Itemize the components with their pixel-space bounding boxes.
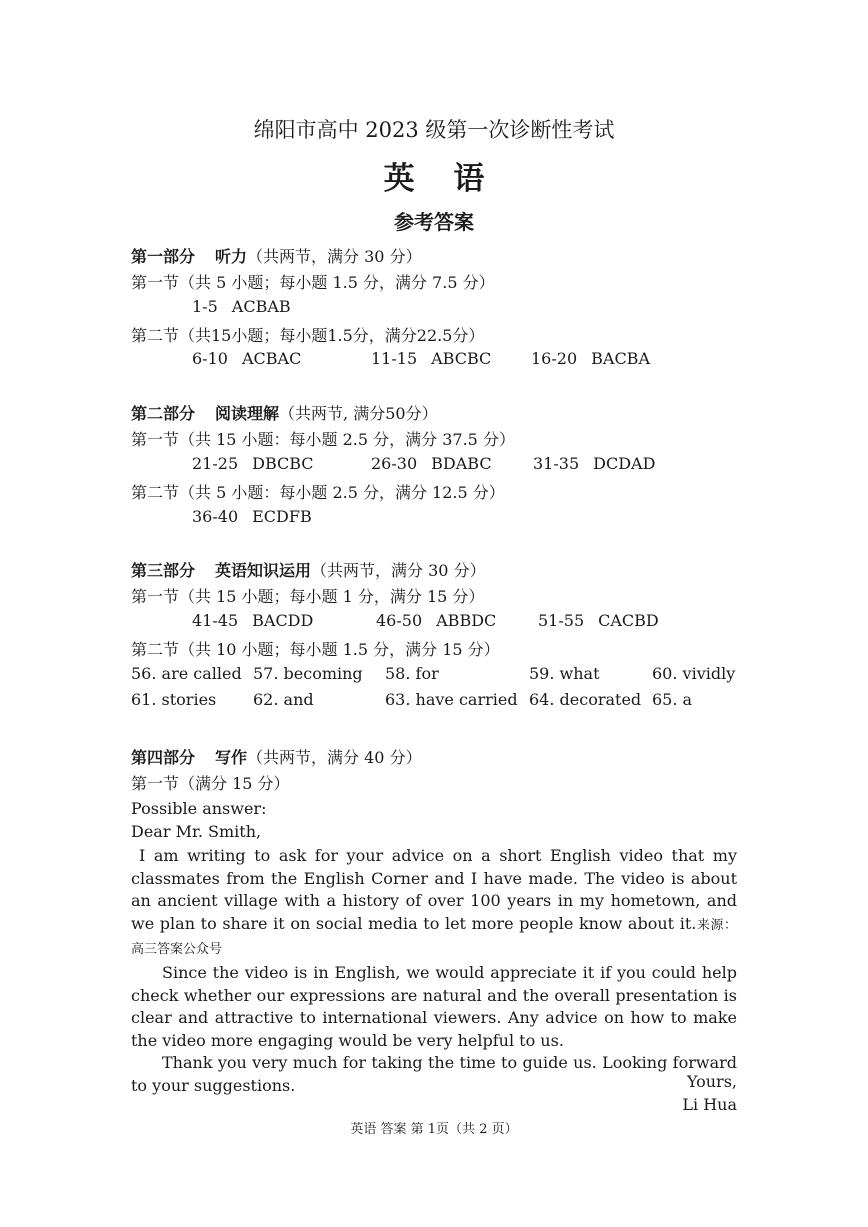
answer-letters: ABBDC xyxy=(436,611,497,630)
essay-signature: Li Hua xyxy=(682,1095,737,1114)
page-footer: 英语 答案 第 1页（共 2 页） xyxy=(350,1122,518,1137)
answer-group xyxy=(192,611,313,630)
essay-paragraph: Since the video is in English, we would appreciate it if you could help check whether our expressions are natural and the overall presentation is clear and attractive to international viewers. Any advice on how to make the video more engaging would be very helpful to us. xyxy=(131,962,737,1050)
part3-sec2-title: 第二节（共 10 小题；每小题 1.5 分，满分 15 分） xyxy=(131,640,500,659)
answer-letters: ACBAB xyxy=(231,297,291,316)
answer-letters: DBCBC xyxy=(252,454,314,473)
part1-sec2-title: 第二节（共15小题；每小题1.5分，满分22.5分） xyxy=(131,326,485,345)
answer-range: 6-10 xyxy=(192,349,228,368)
essay-body xyxy=(131,845,737,1098)
answer-range: 51-55 xyxy=(538,611,585,630)
answer-range: 41-45 xyxy=(192,611,239,630)
essay-salutation: Dear Mr. Smith, xyxy=(131,822,262,841)
answer-group xyxy=(538,611,659,630)
answer-group xyxy=(371,349,491,368)
part3-sec1-title: 第一节（共 15 小题；每小题 1 分，满分 15 分） xyxy=(131,587,485,606)
answer-group xyxy=(192,454,314,473)
part1-label: 第一部分 xyxy=(131,247,196,266)
answer-range: 1-5 xyxy=(192,297,218,316)
answer-letters: BDABC xyxy=(431,454,492,473)
fill-answer: 57. becoming xyxy=(253,664,363,683)
answer-range: 26-30 xyxy=(371,454,418,473)
fill-answer: 59. what xyxy=(529,664,600,683)
fill-answer: 56. are called xyxy=(131,664,242,683)
part2-sec2-title: 第二节（共 5 小题：每小题 2.5 分，满分 12.5 分） xyxy=(131,483,505,502)
answer-letters: ECDFB xyxy=(252,507,312,526)
answer-group xyxy=(533,454,655,473)
answer-letters: ABCBC xyxy=(431,349,492,368)
answer-group xyxy=(376,611,496,630)
essay-paragraph-text: I am writing to ask for your advice on a short English video that my classmates from the English Corner and I have made. The video is about an ancient village with a history of over 100 years in my hometown, and we plan to share it on social media to let more people know about it. xyxy=(131,846,737,933)
answer-group xyxy=(192,349,301,368)
part4-name: 写作 xyxy=(215,748,248,767)
part3-note: （共两节，满分 30 分） xyxy=(311,561,486,580)
part1-name: 听力 xyxy=(215,247,248,266)
part2-note: （共两节, 满分50分） xyxy=(279,404,438,423)
answer-group xyxy=(192,507,312,526)
part1-note: （共两节，满分 30 分） xyxy=(247,247,422,266)
essay-paragraph: Thank you very much for taking the time to guide us. Looking forward to your suggestions. xyxy=(131,1053,737,1095)
part1-sec1-title: 第一节（共 5 小题；每小题 1.5 分，满分 7.5 分） xyxy=(131,273,495,292)
exam-title: 绵阳市高中 2023 级第一次诊断性考试 xyxy=(253,118,615,142)
answer-group xyxy=(371,454,492,473)
answer-range: 36-40 xyxy=(192,507,239,526)
part3-label: 第三部分 xyxy=(131,561,196,580)
answer-letters: DCDAD xyxy=(593,454,656,473)
part1-heading xyxy=(131,244,422,267)
fill-answer: 64. decorated xyxy=(529,690,642,709)
answer-range: 11-15 xyxy=(371,349,418,368)
subject-title: 英 语 xyxy=(383,161,499,197)
part2-label: 第二部分 xyxy=(131,404,196,423)
fill-answer: 65. a xyxy=(652,690,693,709)
part3-name: 英语知识运用 xyxy=(215,561,312,580)
part4-sec1-title: 第一节（满分 15 分） xyxy=(131,774,290,793)
part4-label: 第四部分 xyxy=(131,748,196,767)
part4-note: （共两节，满分 40 分） xyxy=(247,748,422,767)
essay-closing: Yours, xyxy=(686,1072,737,1091)
essay-paragraph xyxy=(131,845,737,962)
fill-answer: 62. and xyxy=(253,690,314,709)
source-note: 来源：高三答案公众号 xyxy=(131,917,737,958)
fill-answer: 58. for xyxy=(385,664,439,683)
fill-answer: 60. vividly xyxy=(652,664,736,683)
answer-group xyxy=(531,349,650,368)
part2-name: 阅读理解 xyxy=(215,404,280,423)
fill-answer: 63. have carried xyxy=(385,690,518,709)
answer-range: 31-35 xyxy=(533,454,580,473)
answer-range: 16-20 xyxy=(531,349,578,368)
answer-letters: CACBD xyxy=(598,611,659,630)
fill-answer: 61. stories xyxy=(131,690,217,709)
answer-letters: BACDD xyxy=(252,611,314,630)
part4-heading xyxy=(131,745,422,768)
answer-range: 46-50 xyxy=(376,611,423,630)
essay-intro: Possible answer: xyxy=(131,799,267,818)
part2-heading xyxy=(131,401,438,424)
part2-sec1-title: 第一节（共 15 小题：每小题 2.5 分，满分 37.5 分） xyxy=(131,430,515,449)
answer-letters: ACBAC xyxy=(241,349,302,368)
answer-range: 21-25 xyxy=(192,454,239,473)
part3-heading xyxy=(131,558,486,581)
answer-letters: BACBA xyxy=(591,349,650,368)
answer-group xyxy=(192,297,291,316)
doc-type-title: 参考答案 xyxy=(394,210,474,234)
